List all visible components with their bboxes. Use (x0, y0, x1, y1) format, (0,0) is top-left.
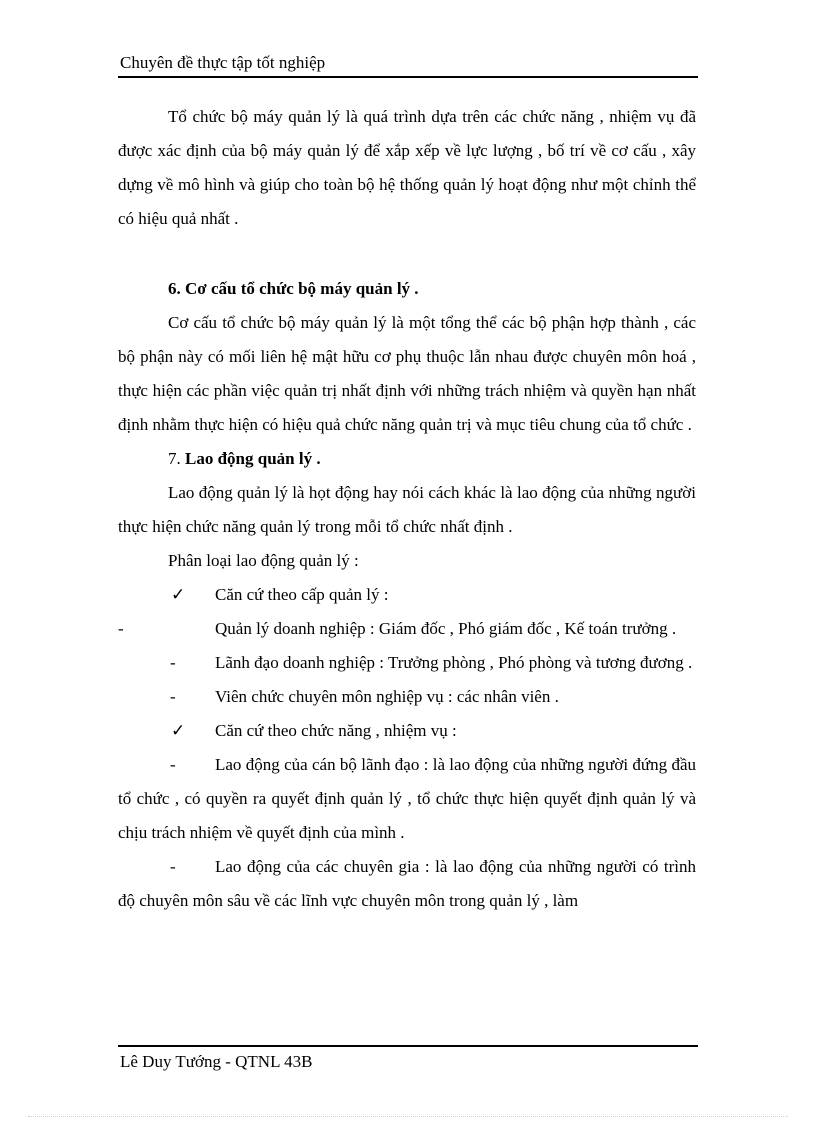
page-bottom-dotted-line (28, 1116, 788, 1117)
paragraph-classification: Phân loại lao động quản lý : (168, 551, 359, 570)
checkmark-icon: ✓ (171, 585, 186, 604)
dash-item-specialist-staff (118, 680, 696, 714)
dash-item-experts (118, 850, 696, 918)
dash-item-enterprise-leadership (118, 646, 696, 680)
header-rule (118, 76, 698, 78)
dash-item-leaders (118, 748, 696, 850)
dash-item-text: Lãnh đạo doanh nghiệp : Trưởng phòng , Phó phòng và tương đương . (215, 653, 693, 672)
section-number-7: 7. (168, 449, 181, 468)
dash-icon: - (170, 857, 176, 876)
footer-rule (118, 1045, 698, 1047)
paragraph-management-labor: Lao động quản lý là họt động hay nói cách khác là lao động của những người thực hiện chức năng quản lý trong mỗi tổ chức nhất định . (118, 483, 696, 536)
check-item-function (118, 714, 696, 748)
check-item-text: Căn cứ theo chức năng , nhiệm vụ : (215, 721, 457, 740)
section-heading-6: 6. Cơ cấu tổ chức bộ máy quản lý . (168, 279, 419, 298)
paragraph-org-structure: Cơ cấu tổ chức bộ máy quản lý là một tổng thể các bộ phận hợp thành , các bộ phận này có mối liên hệ mật hữu cơ phụ thuộc lẫn nhau được chuyên môn hoá , thực hiện các phần việc quản trị nhất định với những trách nhiệm và quyền hạn nhất định nhằm thực hiện có hiệu quả chức năng quản trị và mục tiêu chung của tổ chức . (118, 313, 696, 434)
dash-item-text: Viên chức chuyên môn nghiệp vụ : các nhân viên . (215, 687, 559, 706)
section-title-7: Lao động quản lý . (185, 449, 321, 468)
dash-icon: - (170, 755, 176, 774)
dash-item-text: Lao động của các chuyên gia : là lao động của những người có trình độ chuyên môn sâu về các lĩnh vực chuyên môn trong quản lý , làm (118, 857, 696, 910)
dash-item-enterprise-management (118, 612, 696, 646)
section-heading-7 (118, 442, 696, 476)
dash-icon: - (170, 653, 176, 672)
check-item-text: Căn cứ theo cấp quản lý : (215, 585, 389, 604)
checkmark-icon: ✓ (171, 721, 186, 740)
check-item-level (118, 578, 696, 612)
dash-icon: - (170, 687, 176, 706)
document-body (118, 100, 696, 918)
spacer (118, 236, 696, 272)
page-header-title: Chuyên đề thực tập tốt nghiệp (120, 53, 326, 72)
paragraph-org-structure-intro: Tổ chức bộ máy quản lý là quá trình dựa trên các chức năng , nhiệm vụ đã được xác định của bộ máy quản lý để xắp xếp về lực lượng , bố trí về cơ cấu , xây dựng về mô hình và giúp cho toàn bộ hệ thống quản lý hoạt động như một chỉnh thể có hiệu quả nhất . (118, 107, 696, 228)
dash-item-text: Quản lý doanh nghiệp : Giám đốc , Phó giám đốc , Kế toán trưởng . (215, 619, 677, 638)
dash-item-text: Lao động của cán bộ lãnh đạo : là lao động của những người đứng đầu tổ chức , có quyền ra quyết định quản lý , tổ chức thực hiện quyết định quản lý và chịu trách nhiệm về quyết định của mình . (118, 755, 696, 842)
page-footer-author: Lê Duy Tướng - QTNL 43B (120, 1052, 313, 1071)
dash-icon: - (118, 619, 124, 638)
